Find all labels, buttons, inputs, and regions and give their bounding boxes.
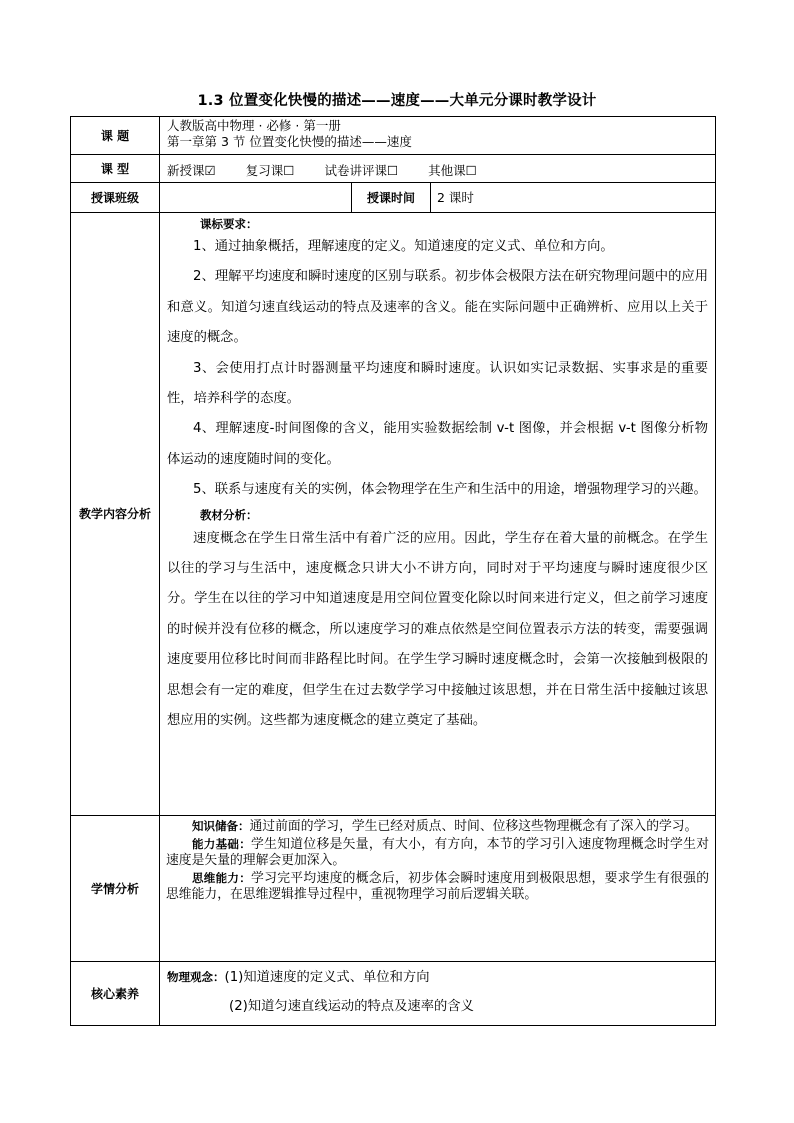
content-analysis-body [160, 213, 716, 816]
content-analysis-label: 教学内容分析 [71, 213, 160, 816]
option-exam-review: 试卷讲评课☐ [324, 163, 399, 178]
lesson-plan-table [70, 116, 716, 1026]
lesson-type-row [71, 155, 716, 183]
standard-5: 5、联系与速度有关的实例，体会物理学在生产和生活中的用途，增强物理学习的兴趣。 [193, 482, 707, 498]
page-title: 1.3 位置变化快慢的描述——速度——大单元分课时教学设计 [197, 93, 597, 109]
topic-label: 课 题 [71, 117, 160, 155]
student-analysis-row [71, 816, 716, 962]
core-literacy-item-2: (2)知道匀速直线运动的特点及速率的含义 [229, 999, 474, 1014]
class-label: 授课班级 [71, 183, 160, 213]
core-literacy-item-1: 物理观念：(1)知道速度的定义式、单位和方向 [167, 970, 430, 985]
standard-4: 4、理解速度-时间图像的含义，能用实验数据绘制 v-t 图像，并会根据 v-t 图像分析物体运动的速度随时间的变化。 [167, 421, 709, 467]
option-new-lesson: 新授课☑ [167, 163, 216, 178]
core-literacy-body [160, 962, 716, 1026]
option-other-lesson: 其他课☐ [428, 163, 477, 178]
topic-line-1: 人教版高中物理 · 必修 · 第一册 [167, 118, 341, 133]
knowledge-reserve: 知识储备：通过前面的学习，学生已经对质点、时间、位移这些物理概念有了深入的学习。 [192, 819, 698, 834]
ability-basis: 能力基础：学生知道位移是矢量，有大小，有方向，本节的学习引入速度物理概念时学生对速度是矢量的理解会更加深入。 [166, 836, 710, 868]
core-literacy-label: 核心素养 [71, 962, 160, 1026]
material-text: 速度概念在学生日常生活中有着广泛的应用。因此，学生存在着大量的前概念。在学生以往的学习与生活中，速度概念只讲大小不讲方向，同时对于平均速度与瞬时速度很少区分。学生在以往的学习中知道速度是用空间位置变化除以时间来进行定义，但之前学习速度的时候并没有位移的概念，所以速度学习的难点依然是空间位置表示方法的转变，需要强调速度要用位移比时间而非路程比时间。在学生学习瞬时速度概念时，会第一次接触到极限的思想会有一定的难度，但学生在过去数学学习中接触过该思想，并在日常生活中接触过该思想应用的实例。这些都为速度概念的建立奠定了基础。 [167, 530, 709, 729]
time-value: 2 课时 [431, 183, 716, 213]
material-heading: 教材分析： [200, 507, 258, 522]
core-literacy-row [71, 962, 716, 1026]
lesson-type-label: 课 型 [71, 155, 160, 183]
content-analysis-row [71, 213, 716, 816]
topic-value [160, 117, 716, 155]
lesson-type-options [160, 155, 716, 183]
class-value [160, 183, 352, 213]
thinking-ability: 思维能力：学习完平均速度的概念后，初步体会瞬时速度用到极限思想，要求学生有很强的思维能力，在思维逻辑推导过程中，重视物理学习前后逻辑关联。 [166, 870, 710, 902]
standard-heading: 课标要求： [200, 217, 258, 231]
topic-line-2: 第一章第 3 节 位置变化快慢的描述——速度 [167, 134, 412, 149]
option-review-lesson: 复习课☐ [245, 163, 295, 178]
standard-1: 1、通过抽象概括，理解速度的定义。知道速度的定义式、单位和方向。 [193, 239, 614, 254]
time-label: 授课时间 [352, 183, 431, 213]
standard-2: 2、理解平均速度和瞬时速度的区别与联系。初步体会极限方法在研究物理问题中的应用和意义。知道匀速直线运动的特点及速率的含义。能在实际问题中正确辨析、应用以上关于速度的概念。 [167, 269, 709, 346]
class-row [71, 183, 716, 213]
topic-row [71, 117, 716, 155]
student-analysis-label: 学情分析 [71, 816, 160, 962]
student-analysis-body [160, 816, 716, 962]
standard-3: 3、会使用打点计时器测量平均速度和瞬时速度。认识如实记录数据、实事求是的重要性，培养科学的态度。 [167, 360, 709, 407]
